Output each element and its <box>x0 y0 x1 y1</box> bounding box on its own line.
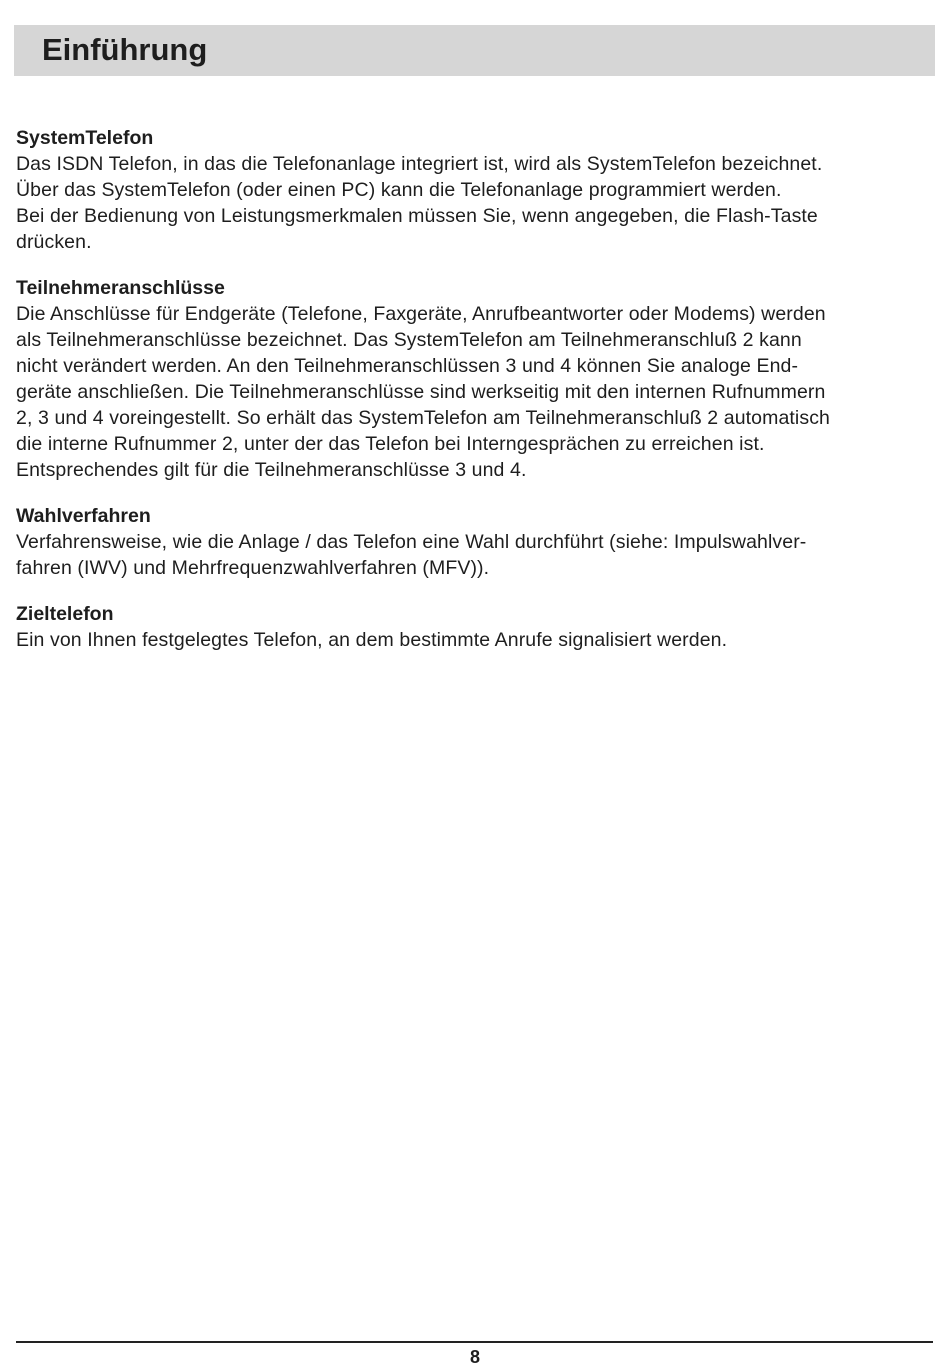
glossary-content <box>16 125 928 673</box>
body-line: die interne Rufnummer 2, unter der das Telefon bei Interngesprächen zu erreichen ist. <box>16 433 765 455</box>
section-title: Wahlverfahren <box>16 505 151 527</box>
section-body <box>16 627 928 653</box>
section-body <box>16 529 928 581</box>
section-title: Teilnehmeranschlüsse <box>16 277 225 299</box>
body-line: als Teilnehmeranschlüsse bezeichnet. Das SystemTelefon am Teilnehmeranschluß 2 kann <box>16 329 802 351</box>
body-line: nicht verändert werden. An den Teilnehmeranschlüssen 3 und 4 können Sie analoge End- <box>16 355 799 377</box>
body-line: drücken. <box>16 231 92 253</box>
body-line: Ein von Ihnen festgelegtes Telefon, an dem bestimmte Anrufe signalisiert werden. <box>16 629 728 651</box>
body-line: Bei der Bedienung von Leistungsmerkmalen müssen Sie, wenn angegeben, die Flash-Taste <box>16 205 818 227</box>
body-line: geräte anschließen. Die Teilnehmeranschlüsse sind werkseitig mit den internen Rufnummern <box>16 381 826 403</box>
body-line: Verfahrensweise, wie die Anlage / das Telefon eine Wahl durchführt (siehe: Impulswahlver- <box>16 531 807 553</box>
footer-divider <box>16 1341 933 1343</box>
section-title: Zieltelefon <box>16 603 114 625</box>
chapter-title: Einführung <box>42 32 208 67</box>
body-line: 2, 3 und 4 voreingestellt. So erhält das SystemTelefon am Teilnehmeranschluß 2 automatisch <box>16 407 830 429</box>
body-line: fahren (IWV) und Mehrfrequenzwahlverfahren (MFV)). <box>16 557 490 579</box>
section-body <box>16 301 928 483</box>
body-line: Die Anschlüsse für Endgeräte (Telefone, Faxgeräte, Anrufbeantworter oder Modems) werden <box>16 303 826 325</box>
section-systemtelefon <box>16 125 928 255</box>
section-title: SystemTelefon <box>16 127 154 149</box>
section-body <box>16 151 928 255</box>
section-wahlverfahren <box>16 503 928 581</box>
chapter-header-bar <box>14 25 935 76</box>
page-number: 8 <box>469 1347 480 1367</box>
section-teilnehmeranschluesse <box>16 275 928 483</box>
body-line: Über das SystemTelefon (oder einen PC) kann die Telefonanlage programmiert werden. <box>16 179 782 201</box>
body-line: Das ISDN Telefon, in das die Telefonanlage integriert ist, wird als SystemTelefon bezeichnet. <box>16 153 823 175</box>
section-zieltelefon <box>16 601 928 653</box>
body-line: Entsprechendes gilt für die Teilnehmeranschlüsse 3 und 4. <box>16 459 527 481</box>
